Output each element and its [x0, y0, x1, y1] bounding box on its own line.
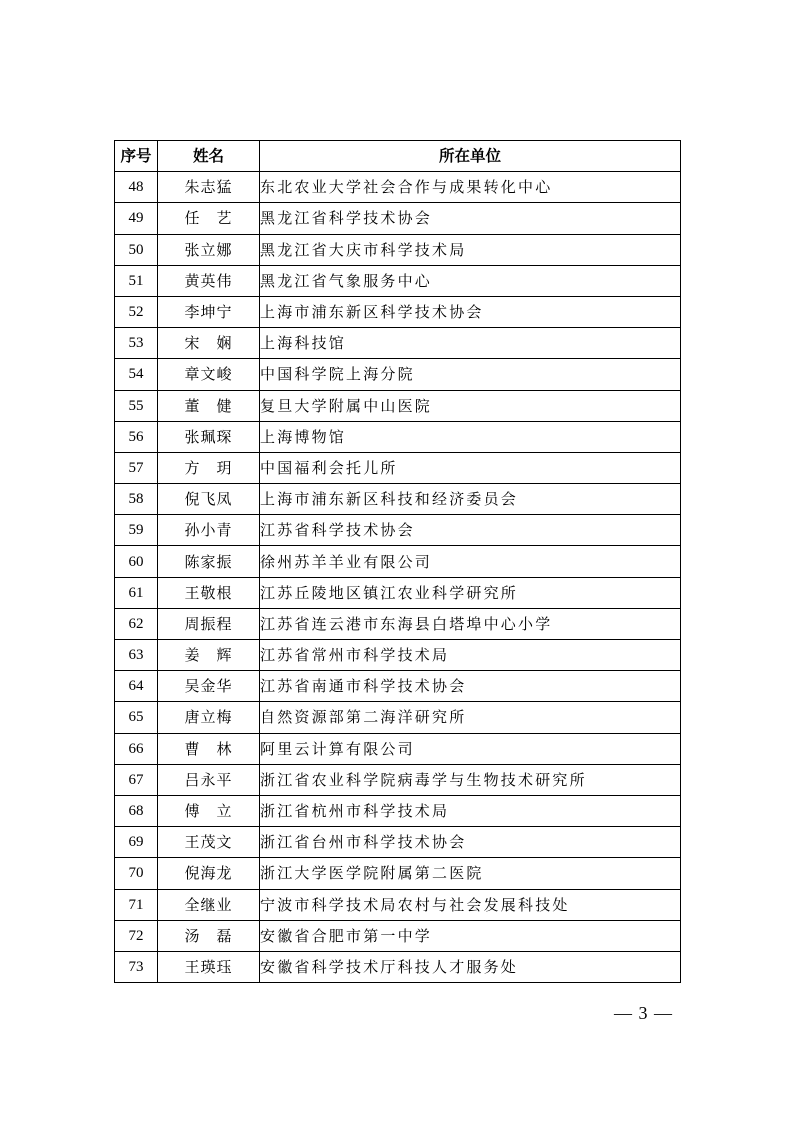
row-number: 66: [115, 733, 158, 764]
row-name: 曹 林: [158, 733, 260, 764]
row-unit: 上海市浦东新区科技和经济委员会: [260, 484, 681, 515]
row-number: 71: [115, 889, 158, 920]
row-unit: 安徽省合肥市第一中学: [260, 920, 681, 951]
table-row: [115, 640, 681, 671]
row-name: 张立娜: [158, 234, 260, 265]
row-name: 孙小青: [158, 515, 260, 546]
row-name: 傅 立: [158, 795, 260, 826]
row-name: 王瑛珏: [158, 951, 260, 982]
table-row: [115, 421, 681, 452]
row-number: 61: [115, 577, 158, 608]
table-row: [115, 827, 681, 858]
row-unit: 江苏省连云港市东海县白塔埠中心小学: [260, 608, 681, 639]
header-name: 姓名: [158, 141, 260, 172]
table-row: [115, 265, 681, 296]
row-name: 汤 磊: [158, 920, 260, 951]
row-name: 陈家振: [158, 546, 260, 577]
table-row: [115, 546, 681, 577]
row-number: 69: [115, 827, 158, 858]
row-number: 72: [115, 920, 158, 951]
page-number: — 3 —: [614, 1003, 673, 1023]
row-number: 50: [115, 234, 158, 265]
row-number: 56: [115, 421, 158, 452]
table-body: [115, 172, 681, 983]
row-unit: 黑龙江省气象服务中心: [260, 265, 681, 296]
row-unit: 浙江大学医学院附属第二医院: [260, 858, 681, 889]
table-row: [115, 484, 681, 515]
row-unit: 中国福利会托儿所: [260, 452, 681, 483]
table-row: [115, 577, 681, 608]
row-number: 73: [115, 951, 158, 982]
row-name: 方 玥: [158, 452, 260, 483]
row-name: 周振程: [158, 608, 260, 639]
row-name: 王茂文: [158, 827, 260, 858]
table-row: [115, 608, 681, 639]
row-name: 王敬根: [158, 577, 260, 608]
row-unit: 上海科技馆: [260, 328, 681, 359]
row-number: 48: [115, 172, 158, 203]
table-row: [115, 702, 681, 733]
table-row: [115, 889, 681, 920]
row-number: 65: [115, 702, 158, 733]
row-unit: 东北农业大学社会合作与成果转化中心: [260, 172, 681, 203]
row-unit: 徐州苏羊羊业有限公司: [260, 546, 681, 577]
table-row: [115, 234, 681, 265]
table-row: [115, 795, 681, 826]
row-name: 朱志猛: [158, 172, 260, 203]
table-row: [115, 951, 681, 982]
row-unit: 阿里云计算有限公司: [260, 733, 681, 764]
row-unit: 江苏丘陵地区镇江农业科学研究所: [260, 577, 681, 608]
table-row: [115, 359, 681, 390]
row-unit: 中国科学院上海分院: [260, 359, 681, 390]
table-row: [115, 328, 681, 359]
row-unit: 浙江省杭州市科学技术局: [260, 795, 681, 826]
row-name: 姜 辉: [158, 640, 260, 671]
row-unit: 黑龙江省大庆市科学技术局: [260, 234, 681, 265]
row-name: 吕永平: [158, 764, 260, 795]
row-unit: 安徽省科学技术厅科技人才服务处: [260, 951, 681, 982]
row-name: 李坤宁: [158, 296, 260, 327]
row-name: 张珮琛: [158, 421, 260, 452]
row-unit: 江苏省常州市科学技术局: [260, 640, 681, 671]
table-row: [115, 203, 681, 234]
row-number: 62: [115, 608, 158, 639]
table-row: [115, 858, 681, 889]
row-name: 董 健: [158, 390, 260, 421]
row-unit: 浙江省农业科学院病毒学与生物技术研究所: [260, 764, 681, 795]
row-unit: 上海市浦东新区科学技术协会: [260, 296, 681, 327]
table-row: [115, 452, 681, 483]
row-name: 任 艺: [158, 203, 260, 234]
row-unit: 自然资源部第二海洋研究所: [260, 702, 681, 733]
row-unit: 江苏省南通市科学技术协会: [260, 671, 681, 702]
row-name: 黄英伟: [158, 265, 260, 296]
row-number: 49: [115, 203, 158, 234]
table-row: [115, 172, 681, 203]
row-name: 章文峻: [158, 359, 260, 390]
table-row: [115, 764, 681, 795]
row-name: 宋 娴: [158, 328, 260, 359]
row-unit: 黑龙江省科学技术协会: [260, 203, 681, 234]
row-number: 52: [115, 296, 158, 327]
row-name: 吴金华: [158, 671, 260, 702]
row-number: 54: [115, 359, 158, 390]
row-number: 57: [115, 452, 158, 483]
row-number: 67: [115, 764, 158, 795]
table-row: [115, 296, 681, 327]
row-unit: 复旦大学附属中山医院: [260, 390, 681, 421]
row-number: 63: [115, 640, 158, 671]
row-unit: 江苏省科学技术协会: [260, 515, 681, 546]
row-number: 59: [115, 515, 158, 546]
roster-table: [114, 140, 681, 983]
table-row: [115, 671, 681, 702]
row-number: 68: [115, 795, 158, 826]
row-number: 53: [115, 328, 158, 359]
row-name: 全继业: [158, 889, 260, 920]
row-number: 58: [115, 484, 158, 515]
header-unit: 所在单位: [260, 141, 681, 172]
row-number: 55: [115, 390, 158, 421]
header-no: 序号: [115, 141, 158, 172]
row-unit: 上海博物馆: [260, 421, 681, 452]
row-unit: 宁波市科学技术局农村与社会发展科技处: [260, 889, 681, 920]
row-name: 倪飞凤: [158, 484, 260, 515]
row-number: 64: [115, 671, 158, 702]
table-row: [115, 733, 681, 764]
row-number: 60: [115, 546, 158, 577]
table-row: [115, 390, 681, 421]
table-row: [115, 515, 681, 546]
row-name: 倪海龙: [158, 858, 260, 889]
row-number: 70: [115, 858, 158, 889]
table-row: [115, 920, 681, 951]
row-number: 51: [115, 265, 158, 296]
row-name: 唐立梅: [158, 702, 260, 733]
row-unit: 浙江省台州市科学技术协会: [260, 827, 681, 858]
table-header-row: [115, 141, 681, 172]
